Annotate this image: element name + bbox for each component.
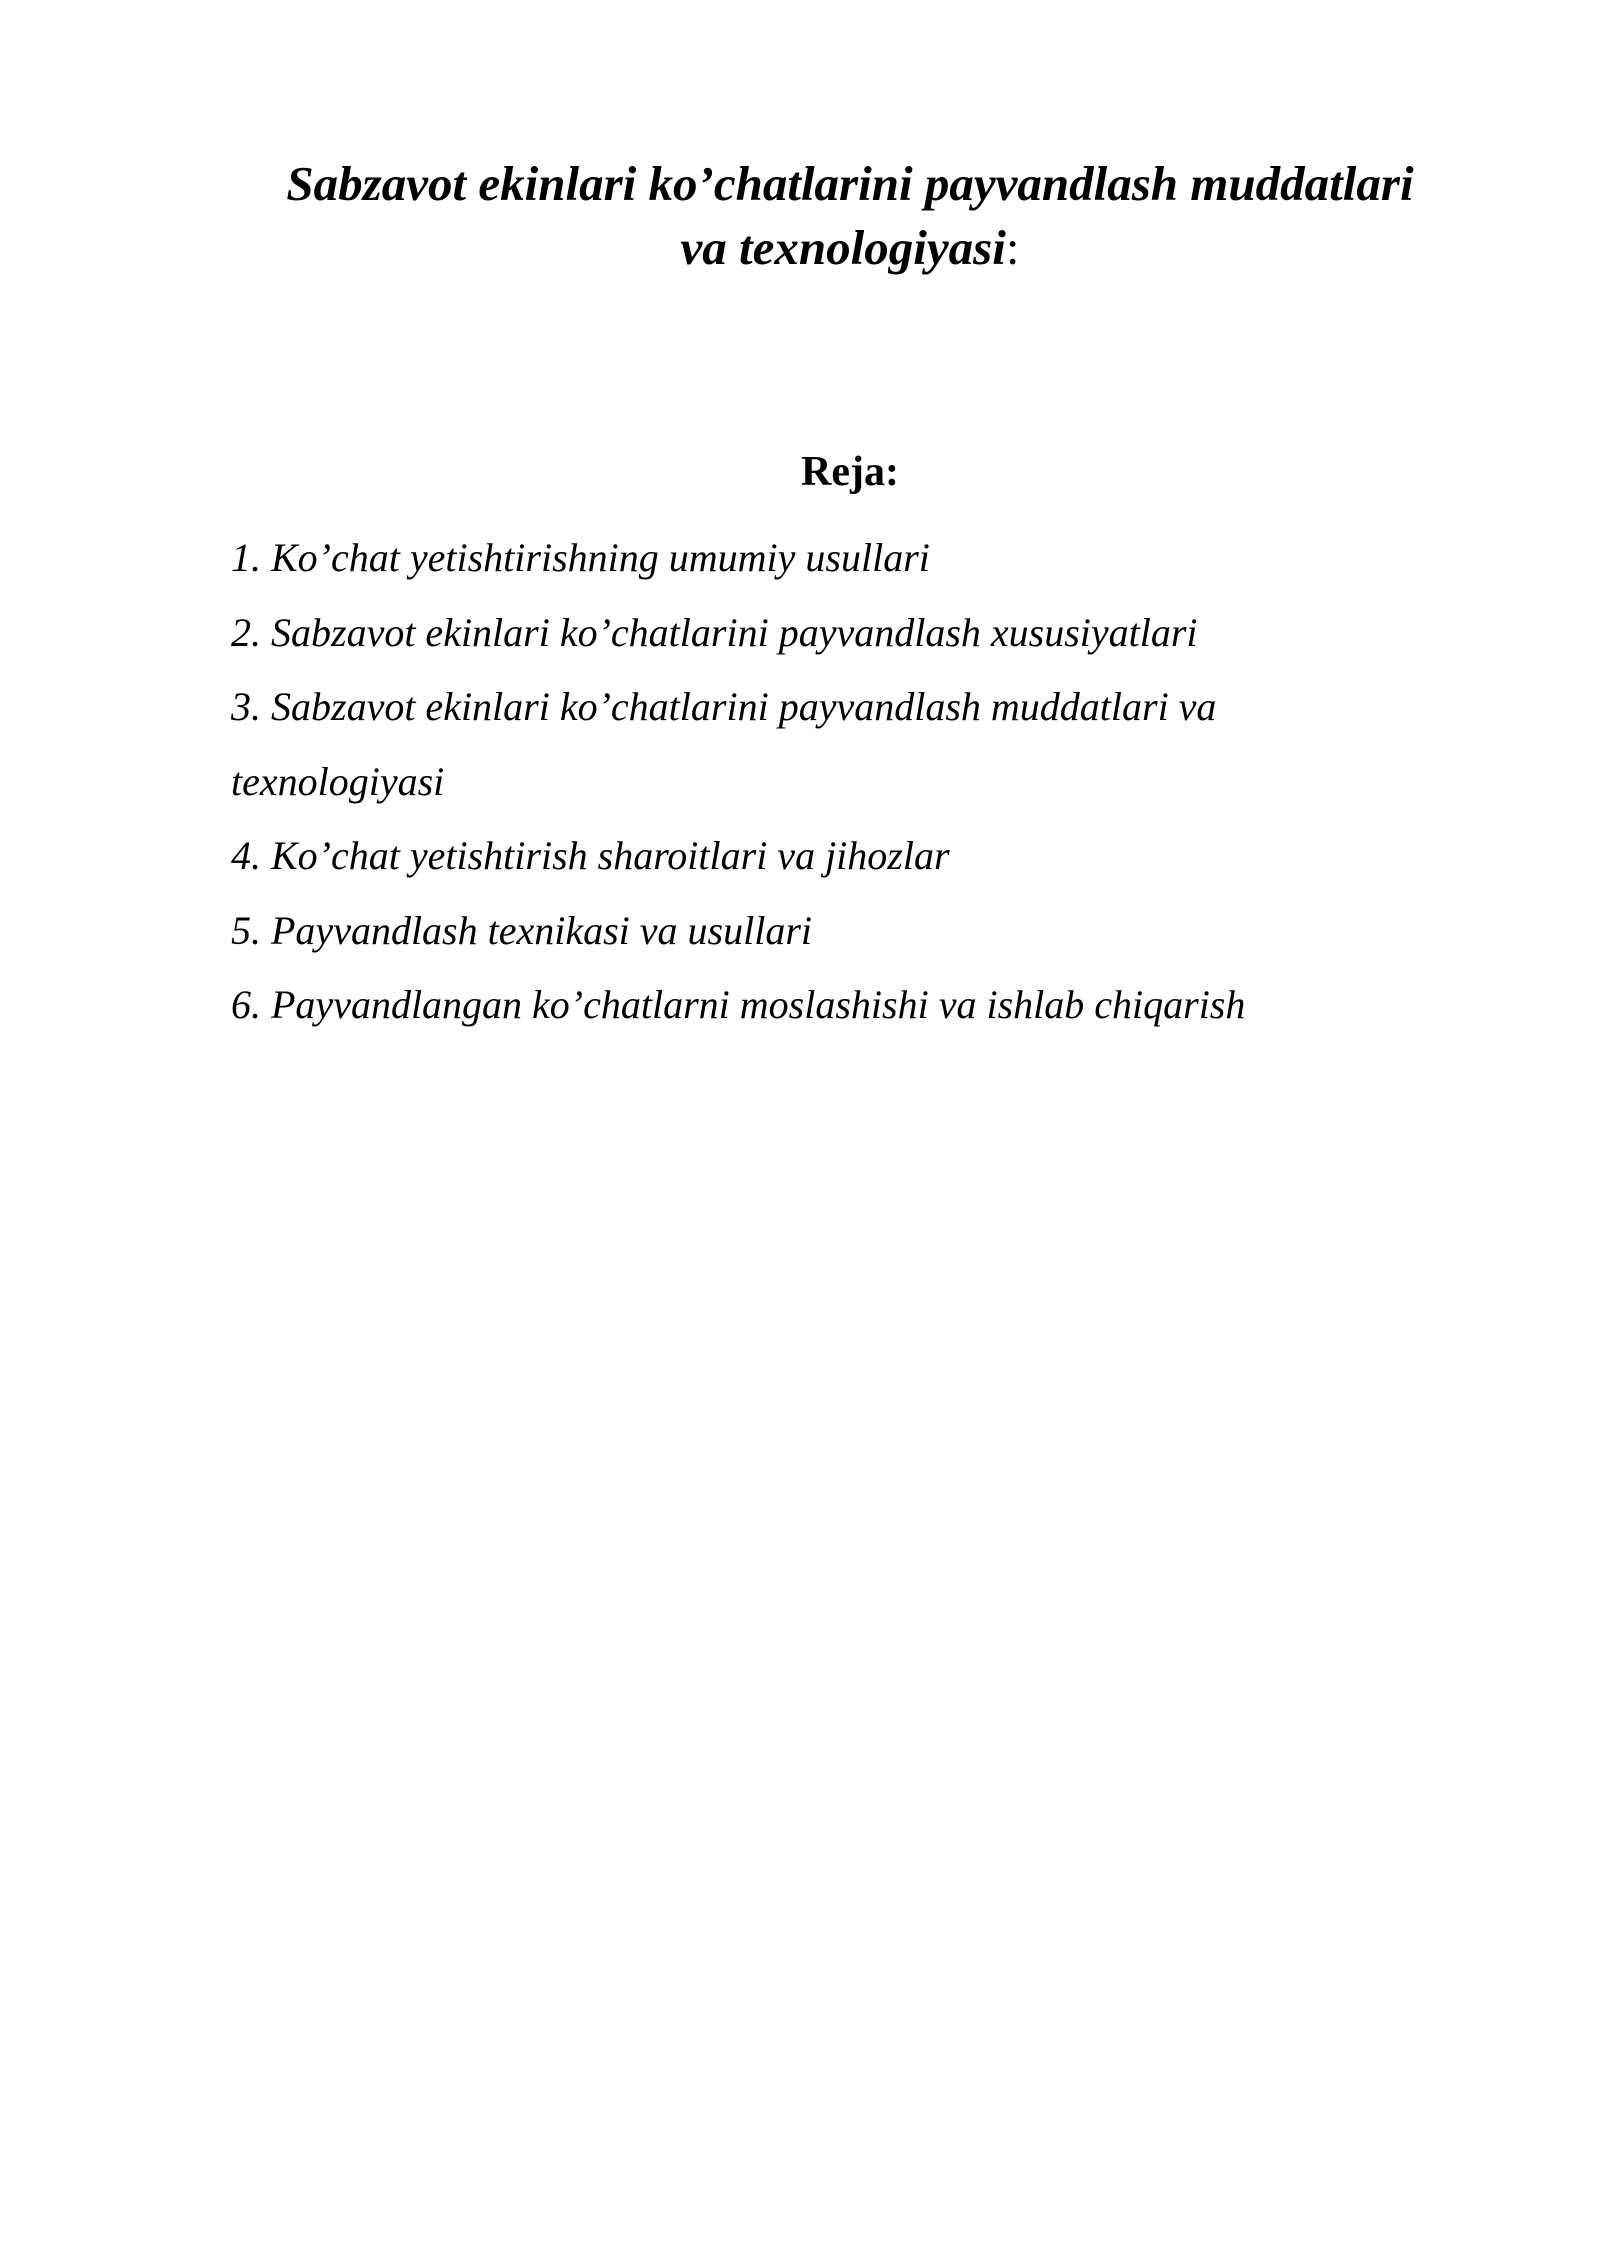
plan-list [231, 521, 1431, 1043]
plan-heading: Reja: [801, 449, 899, 495]
plan-item: 2. Sabzavot ekinlari ko’chatlarini payvandlash xususiyatlari [231, 609, 1198, 655]
plan-item-continuation: texnologiyasi [231, 758, 445, 804]
title-colon: : [1005, 220, 1020, 275]
document-title [200, 152, 1500, 280]
plan-item: 5. Payvandlash texnikasi va usullari [231, 907, 813, 953]
title-line-2: va texnologiyasi [680, 220, 1006, 275]
plan-item: 1. Ko’chat yetishtirishning umumiy usullari [231, 535, 930, 580]
plan-item: 4. Ko’chat yetishtirish sharoitlari va jihozlar [231, 833, 950, 878]
plan-item: 3. Sabzavot ekinlari ko’chatlarini payvandlash muddatlari va [231, 684, 1217, 729]
title-line-1: Sabzavot ekinlari ko’chatlarini payvandlash muddatlari [286, 156, 1414, 211]
plan-item: 6. Payvandlangan ko’chatlarni moslashishi va ishlab chiqarish [231, 982, 1246, 1027]
